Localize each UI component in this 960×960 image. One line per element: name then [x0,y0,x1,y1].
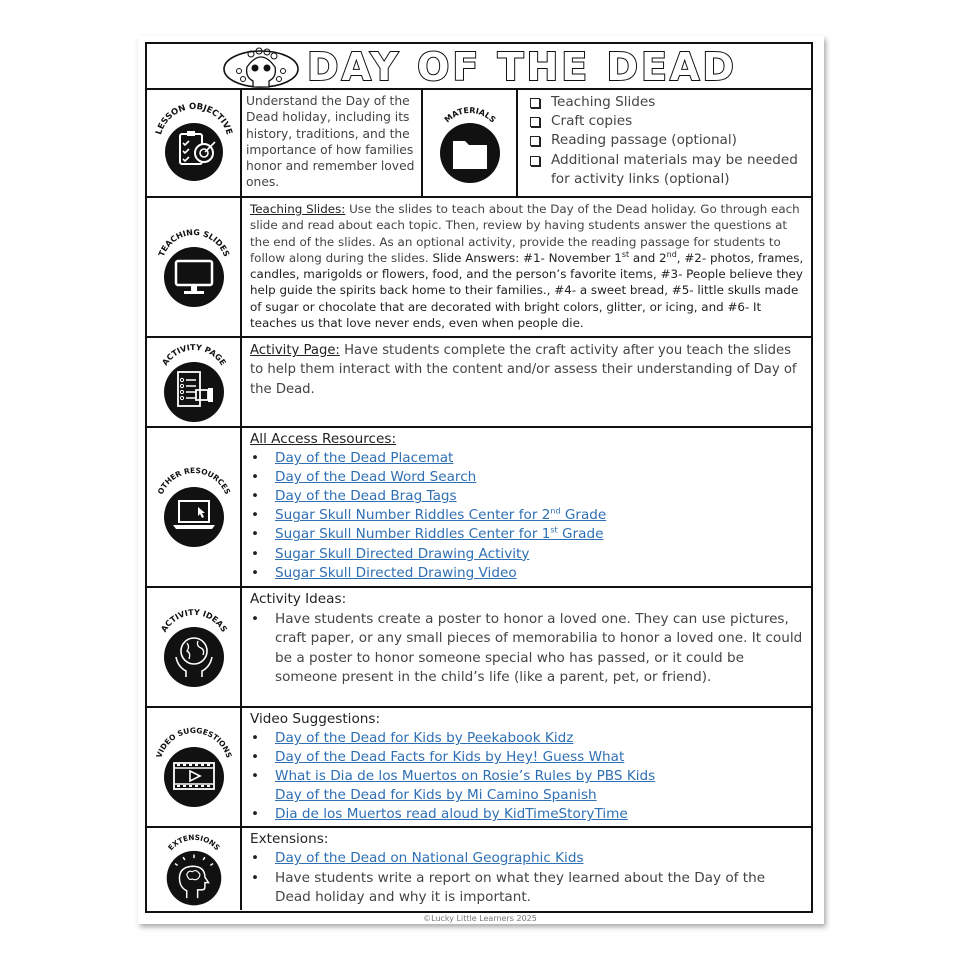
checkbox-icon[interactable] [530,98,540,108]
materials-item: Craft copies [524,112,807,131]
copyright-footer: ©Lucky Little Learners 2025 [423,914,537,923]
resource-link-drawing-video[interactable]: Sugar Skull Directed Drawing Video [275,564,517,581]
video-suggestions-heading: Video Suggestions: [250,711,381,727]
hands-globe-icon [150,603,238,691]
list-item [250,487,805,506]
list-item [250,729,805,748]
list-item [250,805,805,824]
materials-cell [518,90,811,196]
head-brain-icon [154,829,234,909]
video-link-peekabook[interactable]: Day of the Dead for Kids by Peekabook Kidz [275,730,574,747]
list-item [250,564,805,583]
checkbox-icon[interactable] [530,136,540,146]
other-resources-cell [242,428,811,586]
other-resources-icon-cell [147,428,242,586]
svg-text:TEACHING SLIDES: TEACHING SLIDES [156,227,231,258]
video-links-list [250,729,805,824]
extensions-row [147,828,811,910]
extensions-cell [242,828,811,910]
resource-link-riddles-1st[interactable]: Sugar Skull Number Riddles Center for 1st Grade [275,525,604,543]
svg-text:VIDEO SUGGESTIONS: VIDEO SUGGESTIONS [153,725,234,760]
teaching-slides-cell [242,198,811,336]
list-item: • Have students create a poster to honor a loved one. They can use pictures, craft paper, or any small pieces of memorabilia to honor a loved one. It could be a poster to honor someone special who has passed, or it could be someone present in the child’s life (like a parent, pet, or friend). [250,610,805,688]
materials-item: Additional materials may be needed for activity links (optional) [524,151,807,189]
list-item [250,767,805,786]
teaching-slides-heading: Teaching Slides: [250,202,346,216]
checkbox-icon[interactable] [530,117,540,127]
video-suggestions-row [147,708,811,828]
materials-item: Reading passage (optional) [524,131,807,150]
list-item [250,786,805,805]
list-item [250,449,805,468]
folder-icon [426,99,514,187]
activity-page-heading: Activity Page: [250,343,340,358]
lesson-plan-table [145,42,813,913]
resource-link-riddles-2nd[interactable]: Sugar Skull Number Riddles Center for 2nd Grade [275,506,607,524]
video-link-kidtimestorytime[interactable]: Dia de los Muertos read aloud by KidTimeStoryTime [275,806,628,823]
extensions-heading: Extensions: [250,831,329,847]
worksheet-hand-icon [150,338,238,426]
activity-ideas-cell [242,588,811,706]
materials-icon-cell [423,90,518,196]
activity-page-row [147,338,811,428]
lesson-objective-text: Understand the Day of the Dead holiday, including its history, traditions, and the importance of how families honor and remember loved ones. [246,94,415,190]
activity-page-icon-cell [147,338,242,426]
checkbox-icon[interactable] [530,156,540,166]
extensions-list [250,849,805,907]
activity-page-text: Have students complete the craft activity after you teach the slides to help them interact with the content and/or assess their understanding of Day of the Dead. [250,343,797,397]
resource-link-drawing-activity[interactable]: Sugar Skull Directed Drawing Activity [275,545,530,562]
resource-link-placemat[interactable]: Day of the Dead Placemat [275,450,454,467]
laptop-icon [150,463,238,551]
teaching-slides-row [147,198,811,338]
title-row [147,44,811,90]
slide-answers: Slide Answers: #1- November 1st and 2nd, #2- photos, frames, candles, marigolds or flowers, food, and the person’s favorite items, #3- People believe they help guide the spirits back home to their families., #4- a sweet bread, #5- little skulls made of sugar or chocolate that are decorated with bright colors, glitter, or icing, and #6- It teaches us that love never ends, even when people die. [250,249,804,331]
activity-ideas-row [147,588,811,708]
extension-link-natgeo-kids[interactable]: Day of the Dead on National Geographic Kids [275,850,584,867]
all-access-resources-heading: All Access Resources: [250,431,397,447]
svg-text:MATERIALS: MATERIALS [442,105,497,125]
list-item [250,849,805,868]
svg-text:OTHER RESOURCES: OTHER RESOURCES [155,465,232,496]
resource-links-list [250,449,805,583]
other-resources-row [147,428,811,588]
list-item: • Have students write a report on what they learned about the Day of the Dead holiday and why it is important. [250,869,805,908]
list-item [250,468,805,487]
materials-item: Teaching Slides [524,93,807,112]
resource-link-brag-tags[interactable]: Day of the Dead Brag Tags [275,488,457,505]
lesson-objective-cell [242,90,423,196]
clipboard-target-icon [150,99,238,187]
list-item [250,545,805,564]
materials-list [524,93,807,189]
lesson-objective-icon-cell [147,90,242,196]
sugar-skull-icon [221,45,301,89]
activity-ideas-list [250,610,805,688]
list-item [250,506,805,525]
resource-link-word-search[interactable]: Day of the Dead Word Search [275,469,477,486]
activity-page-cell [242,338,811,426]
video-link-mi-camino[interactable]: Day of the Dead for Kids by Mi Camino Spanish [275,787,597,804]
monitor-icon [150,223,238,311]
page-title: DAY OF THE DEAD [307,45,737,89]
objective-materials-row [147,90,811,198]
activity-ideas-icon-cell [147,588,242,706]
list-item [250,525,805,544]
list-item [250,748,805,767]
video-link-hey-guess-what[interactable]: Day of the Dead Facts for Kids by Hey! Guess What [275,749,625,766]
video-suggestions-icon-cell [147,708,242,826]
svg-text:ACTIVITY PAGE: ACTIVITY PAGE [159,342,228,368]
teaching-slides-text: Use the slides to teach about the Day of the Dead holiday. Go through each slide and read about each topic. Then, review by having students answer the questions at the end of the slides. As an optional activity, provide the reading passage for students to follow along during the slides. [250,202,800,265]
activity-ideas-heading: Activity Ideas: [250,591,347,607]
teaching-slides-icon-cell [147,198,242,336]
svg-text:EXTENSIONS: EXTENSIONS [165,832,222,853]
video-suggestions-cell [242,708,811,826]
svg-text:ACTIVITY IDEAS: ACTIVITY IDEAS [158,607,229,634]
svg-text:LESSON OBJECTIVE: LESSON OBJECTIVE [153,101,234,137]
film-play-icon [150,723,238,811]
video-link-rosies-rules[interactable]: What is Dia de los Muertos on Rosie’s Rules by PBS Kids [275,768,656,785]
extensions-icon-cell [147,828,242,910]
